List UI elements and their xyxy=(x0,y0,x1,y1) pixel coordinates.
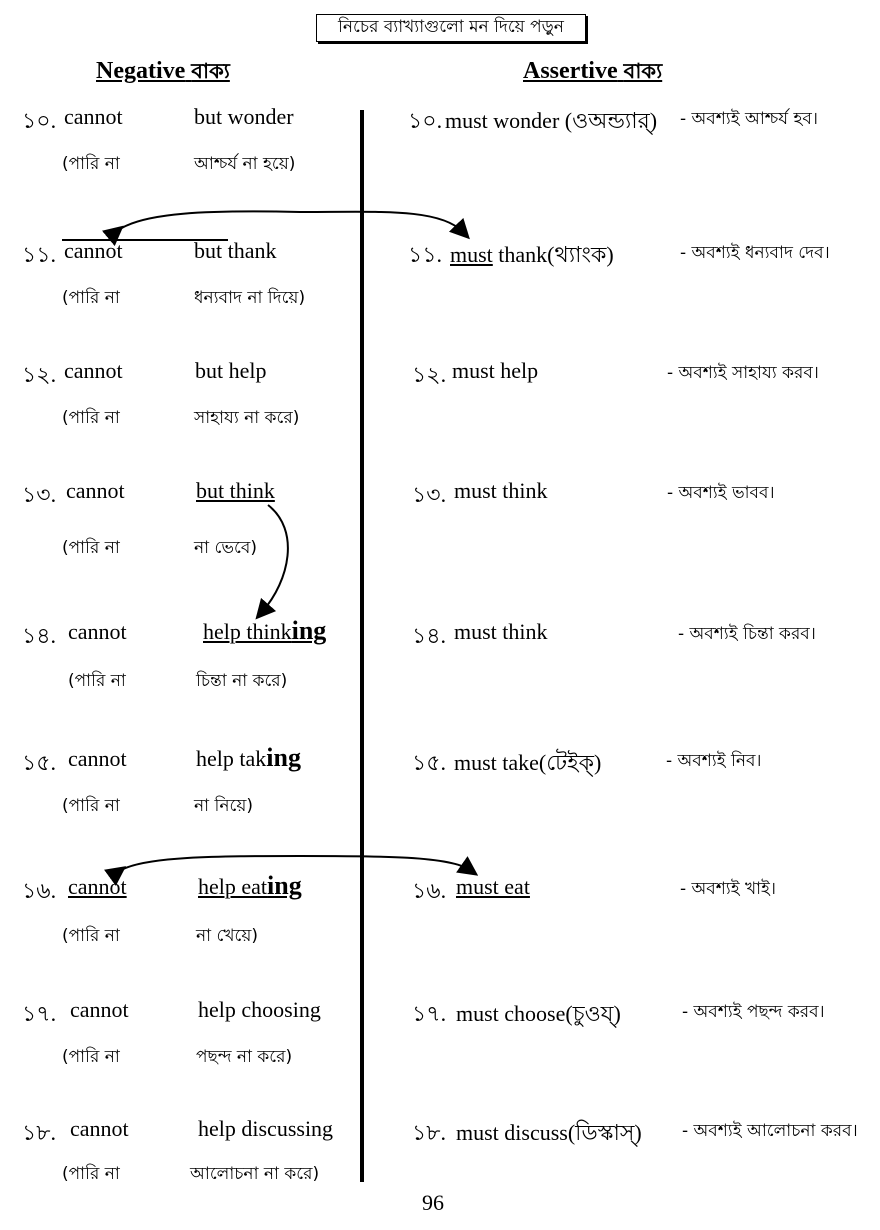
assertive-number: ১৬. xyxy=(412,878,447,903)
row-number: ১৩. xyxy=(22,482,57,507)
negative-verb: but wonder xyxy=(194,104,294,129)
negative-word: cannot xyxy=(70,997,129,1022)
gloss-right: সাহায্য না করে) xyxy=(194,408,300,428)
assertive-number: ১৫. xyxy=(412,750,447,775)
bangla-meaning: - অবশ্যই পছন্দ করব। xyxy=(682,1002,825,1022)
negative-column-heading xyxy=(96,55,230,90)
row-number: ১৮. xyxy=(22,1120,57,1145)
verb-suffix: ing xyxy=(267,871,302,900)
gloss-left: (পারি না xyxy=(62,288,120,308)
bangla-meaning: - অবশ্যই ধন্যবাদ দেব। xyxy=(680,243,830,263)
bangla-meaning: - অবশ্যই খাই। xyxy=(680,879,776,899)
verb-suffix: ing xyxy=(266,743,301,772)
gloss-right: আশ্চর্য না হয়ে) xyxy=(194,154,296,174)
row-number: ১৫. xyxy=(22,750,57,775)
gloss-left: (পারি না xyxy=(62,796,120,816)
negative-word: cannot xyxy=(64,104,123,129)
gloss-left: (পারি না xyxy=(62,538,120,558)
assertive-phrase: must think xyxy=(454,478,548,503)
assertive-phrase: must take(টেইক্) xyxy=(454,750,602,775)
bangla-meaning: - অবশ্যই ভাবব। xyxy=(667,483,775,503)
negative-verb xyxy=(203,616,326,646)
verb-stem: help tak xyxy=(196,746,267,771)
row-number: ১৪. xyxy=(22,623,57,648)
assertive-heading-en: Assertive xyxy=(523,58,618,84)
negative-verb: but thank xyxy=(194,238,277,263)
assertive-number: ১১. xyxy=(408,242,443,267)
page-heading: নিচের ব্যাখ্যাগুলো মন দিয়ে পড়ুন xyxy=(338,17,564,37)
negative-word: cannot xyxy=(70,1116,129,1141)
negative-heading-en: Negative xyxy=(96,58,186,84)
negative-verb: help choosing xyxy=(198,997,321,1022)
negative-verb: but help xyxy=(195,358,267,383)
negative-word: cannot xyxy=(64,358,123,383)
assertive-number: ১৮. xyxy=(412,1120,447,1145)
column-divider xyxy=(360,110,364,1182)
assertive-phrase: must think xyxy=(454,619,548,644)
assertive-number: ১৭. xyxy=(412,1001,447,1026)
negative-word: cannot xyxy=(68,874,127,899)
gloss-right: না খেয়ে) xyxy=(196,926,259,946)
gloss-left: (পারি না xyxy=(62,1047,120,1067)
gloss-right: পছন্দ না করে) xyxy=(196,1047,293,1067)
negative-verb: help discussing xyxy=(198,1116,334,1141)
assertive-number: ১২. xyxy=(412,362,447,387)
assertive-phrase: must eat xyxy=(456,874,530,899)
gloss-left: (পারি না xyxy=(62,1164,120,1184)
gloss-left: (পারি না xyxy=(62,926,120,946)
assertive-number: ১০. xyxy=(408,108,443,133)
negative-word: cannot xyxy=(68,746,127,771)
bangla-meaning: - অবশ্যই আলোচনা করব। xyxy=(682,1121,858,1141)
negative-heading-bn: বাক্য xyxy=(191,59,230,83)
assertive-must-underlined: must xyxy=(450,242,493,267)
page-heading-box xyxy=(316,14,586,42)
gloss-right: আলোচনা না করে) xyxy=(190,1164,320,1184)
verb-suffix: ing xyxy=(291,616,327,645)
gloss-left: (পারি না xyxy=(62,154,120,174)
bangla-meaning: - অবশ্যই আশ্চর্য হব। xyxy=(680,109,818,129)
arrow-row-13-to-14 xyxy=(262,505,288,612)
row-number: ১৬. xyxy=(22,878,57,903)
assertive-heading-bn: বাক্য xyxy=(623,59,663,83)
row-number: ১১. xyxy=(22,242,57,267)
assertive-phrase: must help xyxy=(452,358,539,383)
assertive-rest: thank(থ্যাংক) xyxy=(492,242,614,267)
negative-verb xyxy=(196,743,301,773)
gloss-left: (পারি না xyxy=(62,408,120,428)
negative-verb xyxy=(198,871,302,901)
negative-verb: but think xyxy=(196,478,275,503)
gloss-left: (পারি না xyxy=(68,671,126,691)
assertive-phrase: must wonder (ওঅন্ড্যার্) xyxy=(445,108,658,133)
arrow-row-11 xyxy=(116,211,463,232)
bangla-meaning: - অবশ্যই সাহায্য করব। xyxy=(667,363,819,383)
assertive-phrase: must discuss(ডিস্কাস্) xyxy=(456,1120,642,1145)
gloss-right: না ভেবে) xyxy=(194,538,257,558)
row-number: ১০. xyxy=(22,108,57,133)
gloss-right: চিন্তা না করে) xyxy=(196,671,288,691)
negative-word: cannot xyxy=(68,619,127,644)
verb-stem: help eat xyxy=(198,874,268,899)
gloss-right: ধন্যবাদ না দিয়ে) xyxy=(194,288,306,308)
page-number: 96 xyxy=(422,1190,444,1215)
row-number: ১২. xyxy=(22,362,57,387)
row-number: ১৭. xyxy=(22,1001,57,1026)
negative-word: cannot xyxy=(66,478,125,503)
bangla-meaning: - অবশ্যই চিন্তা করব। xyxy=(678,624,816,644)
assertive-column-heading xyxy=(523,55,662,90)
assertive-phrase xyxy=(450,238,614,275)
verb-stem: help think xyxy=(203,619,292,644)
assertive-phrase: must choose(চুওয্) xyxy=(456,1001,621,1026)
arrow-row-16 xyxy=(118,856,470,872)
gloss-right: না নিয়ে) xyxy=(194,796,253,816)
assertive-number: ১৩. xyxy=(412,482,447,507)
assertive-number: ১৪. xyxy=(412,623,447,648)
negative-word: cannot xyxy=(64,238,123,263)
bangla-meaning: - অবশ্যই নিব। xyxy=(666,751,762,771)
